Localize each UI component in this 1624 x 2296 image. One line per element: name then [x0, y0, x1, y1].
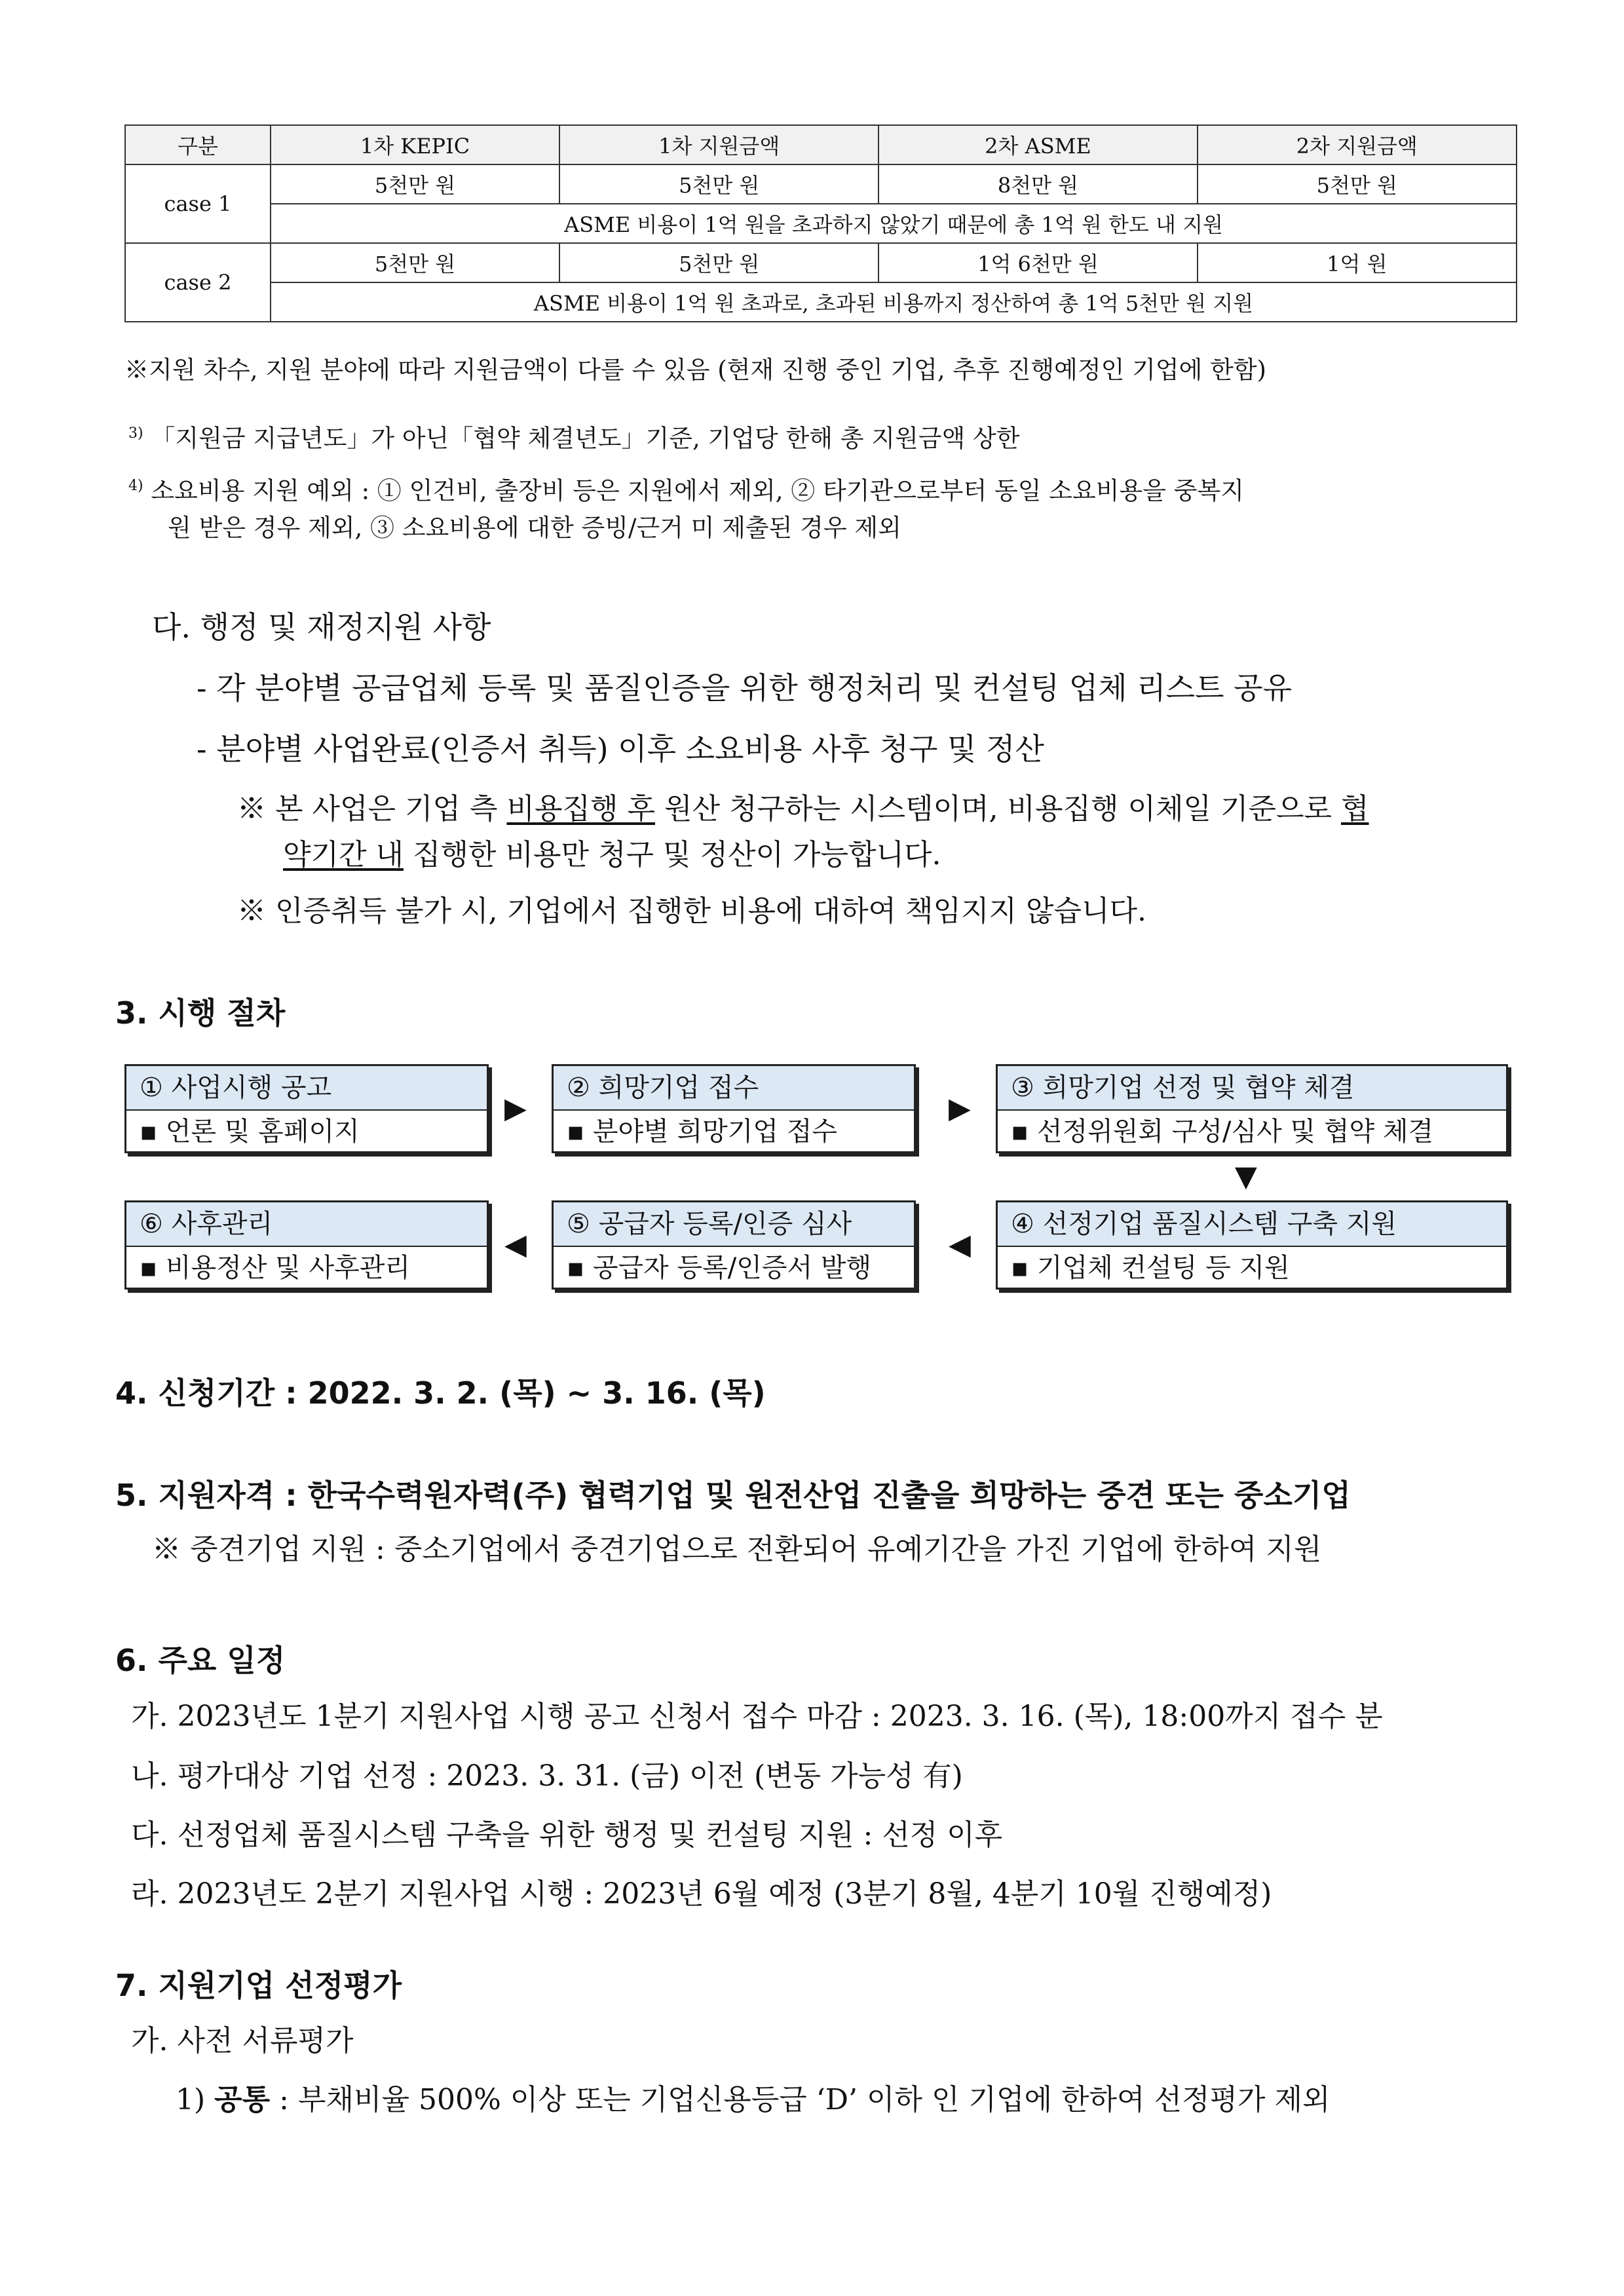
admin-note-2: ※ 인증취득 불가 시, 기업에서 집행한 비용에 대하여 책임지지 않습니다. [237, 894, 1146, 928]
flow-step-4 [996, 1200, 1508, 1290]
header-cell: 1차 KEPIC [271, 125, 559, 164]
note-text: 원산 청구하는 시스템이며, 비용집행 이체일 기준으로 [654, 792, 1341, 826]
table-cell: 5천만 원 [271, 243, 559, 282]
arrow-left-icon: ◀ [504, 1228, 527, 1261]
step-title: ③ 희망기업 선정 및 협약 체결 [998, 1066, 1506, 1111]
footnote-mark: 4) [128, 478, 143, 494]
flow-step-2 [552, 1064, 916, 1153]
section-title-period: 4. 신청기간 : 2022. 3. 2. (목) ~ 3. 16. (목) [115, 1375, 766, 1411]
eligibility-note: ※ 중견기업 지원 : 중소기업에서 중견기업으로 전환되어 유예기간을 가진 기업에 한하여 지원 [152, 1533, 1322, 1566]
flow-step-1 [124, 1064, 489, 1153]
header-cell: 2차 ASME [878, 125, 1197, 164]
item-prefix: 1) [176, 2083, 215, 2116]
step-title: ① 사업시행 공고 [126, 1066, 487, 1111]
step-title: ④ 선정기업 품질시스템 구축 지원 [998, 1202, 1506, 1247]
header-cell: 1차 지원금액 [559, 125, 878, 164]
note-underline: 협 [1340, 792, 1369, 826]
admin-item: - 분야별 사업완료(인증서 취득) 이후 소요비용 사후 청구 및 정산 [197, 731, 1044, 767]
table-header-row [125, 125, 1517, 164]
step-body: ▪ 공급자 등록/인증서 발행 [567, 1253, 872, 1283]
admin-heading: 다. 행정 및 재정지원 사항 [152, 609, 491, 645]
section-title-schedule: 6. 주요 일정 [115, 1643, 286, 1678]
table-cell: 5천만 원 [559, 164, 878, 204]
step-body: ▪ 기업체 컨설팅 등 지원 [1011, 1253, 1290, 1283]
step-title: ⑥ 사후관리 [126, 1202, 487, 1247]
note-underline: 약기간 내 [283, 838, 404, 871]
header-cell: 2차 지원금액 [1198, 125, 1517, 164]
schedule-item: 다. 선정업체 품질시스템 구축을 위한 행정 및 컨설팅 지원 : 선정 이후 [131, 1818, 1003, 1852]
note-support-amount: ※지원 차수, 지원 분야에 따라 지원금액이 다를 수 있음 (현재 진행 중인 기업, 추후 진행예정인 기업에 한함) [124, 356, 1266, 384]
section-title-procedure: 3. 시행 절차 [115, 995, 286, 1031]
table-row [125, 282, 1517, 322]
step-body: ▪ 비용정산 및 사후관리 [140, 1253, 411, 1283]
item-bold: 공통 [214, 2083, 271, 2116]
footnote-mark: 3) [128, 425, 143, 442]
arrow-right-icon: ▶ [504, 1092, 527, 1125]
admin-note-1 [237, 786, 1369, 832]
flow-step-6 [124, 1200, 489, 1290]
footnote-text: 「지원금 지급년도」가 아닌「협약 체결년도」기준, 기업당 한해 총 지원금액 상한 [151, 424, 1020, 453]
step-body: ▪ 언론 및 홈페이지 [140, 1117, 360, 1147]
arrow-right-icon: ▶ [949, 1092, 971, 1125]
table-cell: 5천만 원 [559, 243, 878, 282]
item-text: : 부채비율 500% 이상 또는 기업신용등급 ‘D’ 이하 인 기업에 한하여 선정평가 제외 [270, 2083, 1331, 2116]
flow-step-5 [552, 1200, 916, 1290]
table-cell: 1억 원 [1198, 243, 1517, 282]
table-row [125, 243, 1517, 282]
case-note: ASME 비용이 1억 원을 초과하지 않았기 때문에 총 1억 원 한도 내 지원 [271, 204, 1517, 243]
header-cell: 구분 [125, 125, 271, 164]
step-body: ▪ 분야별 희망기업 접수 [567, 1117, 838, 1147]
footnote-3 [128, 414, 1019, 458]
table-row [125, 204, 1517, 243]
table-row [125, 164, 1517, 204]
schedule-item: 가. 2023년도 1분기 지원사업 시행 공고 신청서 접수 마감 : 2023. 3. 16. (목), 18:00까지 접수 분 [131, 1700, 1383, 1733]
step-title: ② 희망기업 접수 [554, 1066, 914, 1111]
schedule-item: 나. 평가대상 기업 선정 : 2023. 3. 31. (금) 이전 (변동 가능성 有) [131, 1759, 963, 1793]
case-note: ASME 비용이 1억 원 초과로, 초과된 비용까지 정산하여 총 1억 5천만 원 지원 [271, 282, 1517, 322]
flow-step-3 [996, 1064, 1508, 1153]
note-text: ※ 본 사업은 기업 측 [237, 792, 507, 826]
arrow-left-icon: ◀ [949, 1228, 971, 1261]
footnote-4-continued: 원 받은 경우 제외, ③ 소요비용에 대한 증빙/근거 미 제출된 경우 제외 [168, 514, 901, 542]
table-cell: 5천만 원 [1198, 164, 1517, 204]
section-title-selection: 7. 지원기업 선정평가 [115, 1968, 402, 2003]
step-title: ⑤ 공급자 등록/인증 심사 [554, 1202, 914, 1247]
schedule-item: 라. 2023년도 2분기 지원사업 시행 : 2023년 6월 예정 (3분기 8월, 4분기 10월 진행예정) [131, 1877, 1272, 1911]
admin-note-1-continued [283, 832, 941, 878]
section-title-eligibility: 5. 지원자격 : 한국수력원자력(주) 협력기업 및 원전산업 진출을 희망하는 중견 또는 중소기업 [115, 1478, 1351, 1513]
footnote-text: 소요비용 지원 예외 : ① 인건비, 출장비 등은 지원에서 제외, ② 타기관으로부터 동일 소요비용을 중복지 [151, 476, 1244, 505]
footnote-4 [128, 467, 1244, 510]
step-body: ▪ 선정위원회 구성/심사 및 협약 체결 [1011, 1117, 1434, 1147]
funding-table [124, 124, 1517, 322]
arrow-down-icon: ▼ [1235, 1160, 1257, 1193]
selection-item [176, 2077, 1330, 2123]
selection-subheading: 가. 사전 서류평가 [131, 2024, 354, 2057]
table-cell: 1억 6천만 원 [878, 243, 1197, 282]
case-label: case 2 [125, 243, 271, 322]
table-cell: 5천만 원 [271, 164, 559, 204]
case-label: case 1 [125, 164, 271, 243]
note-underline: 비용집행 후 [506, 792, 655, 826]
admin-item: - 각 분야별 공급업체 등록 및 품질인증을 위한 행정처리 및 컨설팅 업체 리스트 공유 [197, 670, 1293, 706]
table-cell: 8천만 원 [878, 164, 1197, 204]
note-text: 집행한 비용만 청구 및 정산이 가능합니다. [404, 838, 941, 871]
